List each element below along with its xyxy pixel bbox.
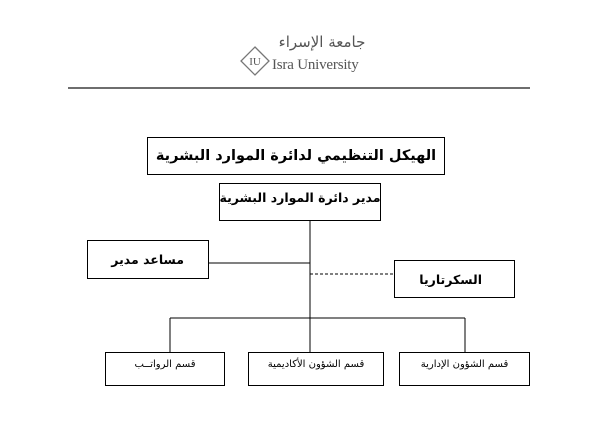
logo-text-english: Isra University xyxy=(272,57,359,73)
chart-title-box xyxy=(147,137,445,175)
chart-title: الهيكل التنظيمي لدائرة الموارد البشرية xyxy=(155,148,437,164)
director-box xyxy=(219,183,381,221)
dept-academic-box xyxy=(248,352,384,386)
secretary-box xyxy=(394,260,515,298)
dept-salaries-label: قسم الرواتــب xyxy=(134,359,196,370)
dept-admin-label: قسم الشؤون الإدارية xyxy=(420,359,509,370)
director-label: مدير دائرة الموارد البشرية xyxy=(219,190,381,205)
assistant-label: مساعد مدير xyxy=(111,252,184,267)
assistant-box xyxy=(87,240,209,279)
dept-academic-label: قسم الشؤون الأكاديمية xyxy=(267,359,365,370)
logo-text-arabic: جامعة الإسراء xyxy=(278,33,366,51)
dept-salaries-box xyxy=(105,352,225,386)
secretary-label: السكرتاريا xyxy=(419,271,482,287)
logo-monogram: IU xyxy=(249,56,261,68)
dept-admin-box xyxy=(399,352,530,386)
